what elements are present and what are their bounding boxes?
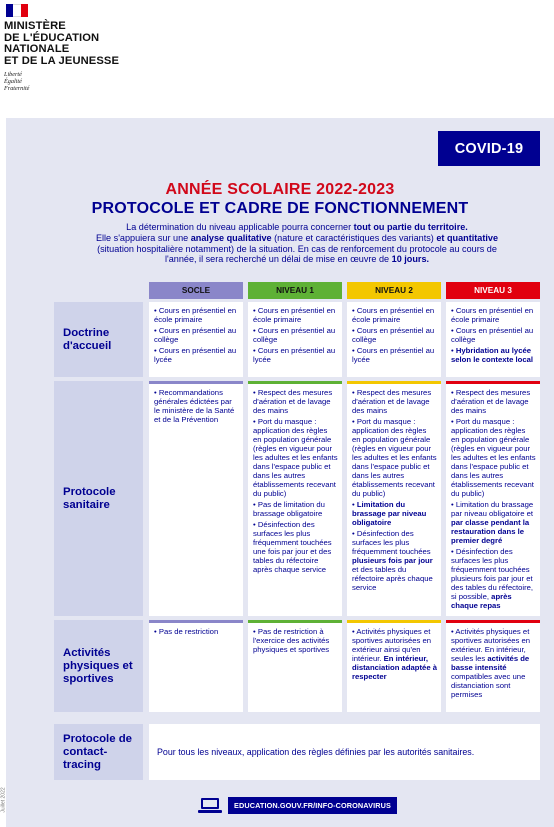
level-bar-niveau-3 (446, 381, 540, 384)
cell-sanitaire-niveau-3: • Respect des mesures d'aération et de lavage des mains • Port du masque : application des règles en population générale (règles en vigueur pour les adultes et les enfants dans l'espace public et dans les autres établissements recevant du public) • Limitation du brassage par niveau obligatoire et par classe pendant la restauration dans le premier degré • Désinfection des surfaces les plus fréquemment touchées plusieurs fois par jour et des tables du réfectoire, si possible, après chaque repas (446, 381, 540, 616)
cell-contact-tracing: Pour tous les niveaux, application des règles définies par les autorités sanitaires. (149, 724, 540, 780)
row-header-sanitaire: Protocole sanitaire (54, 381, 143, 616)
footer (198, 797, 397, 814)
republic-motto: Liberté Égalité Fraternité (4, 71, 30, 92)
level-bar-niveau-2 (347, 620, 441, 623)
ministry-name: MINISTÈRE DE L'ÉDUCATION NATIONALE ET DE LA JEUNESSE (4, 20, 120, 67)
column-header-socle: SOCLE (149, 282, 243, 299)
level-bar-niveau-2 (347, 381, 441, 384)
cell-activites-niveau-2: • Activités physiques et sportives autorisées en extérieur ainsi qu'en intérieur. En intérieur, distanciation adaptée à respecter (347, 620, 441, 712)
level-bar-niveau-3 (446, 620, 540, 623)
column-header-niveau-2: NIVEAU 2 (347, 282, 441, 299)
cell-activites-socle: • Pas de restriction (149, 620, 243, 712)
cell-activites-niveau-1: • Pas de restriction à l'exercice des activités physiques et sportives (248, 620, 342, 712)
page-title-year: ANNÉE SCOLAIRE 2022-2023 (165, 181, 395, 198)
cell-doctrine-niveau-2: • Cours en présentiel en école primaire • Cours en présentiel au collège • Cours en présentiel au lycée (347, 302, 441, 377)
cell-doctrine-niveau-1: • Cours en présentiel en école primaire • Cours en présentiel au collège • Cours en présentiel au lycée (248, 302, 342, 377)
intro-text: La détermination du niveau applicable pourra concerner tout ou partie du territoire. Elle s'appuiera sur une analyse qualitative (nature et caractéristiques des variants) et quantitative (situation hospitalière notamment) de la situation. En cas de renforcement du protocole au cours de l'année, il sera recherché un délai de mise en œuvre de 10 jours. (95, 222, 499, 265)
row-header-doctrine: Doctrine d'accueil (54, 302, 143, 377)
cell-activites-niveau-3: • Activités physiques et sportives autorisées en extérieur. En intérieur, seules les activités de basse intensité compatibles avec une distanciation sont permises (446, 620, 540, 712)
info-coronavirus-link[interactable]: EDUCATION.GOUV.FR/INFO-CORONAVIRUS (228, 797, 397, 814)
cell-sanitaire-niveau-1: • Respect des mesures d'aération et de lavage des mains • Port du masque : application des règles en population générale (règles en vigueur pour les adultes et les enfants dans l'espace public et dans les autres établissements recevant du public) • Pas de limitation du brassage obligatoire • Désinfection des surfaces les plus fréquemment touchées une fois par jour et des tables du réfectoire après chaque service (248, 381, 342, 616)
level-bar-socle (149, 620, 243, 623)
covid-badge: COVID-19 (438, 131, 540, 166)
level-bar-socle (149, 381, 243, 384)
cell-sanitaire-niveau-2: • Respect des mesures d'aération et de lavage des mains • Port du masque : application des règles en population générale (règles en vigueur pour les adultes et les enfants dans l'espace public et dans les autres établissements recevant du public) • Limitation du brassage par niveau obligatoire • Désinfection des surfaces les plus fréquemment touchées plusieurs fois par jour et des tables du réfectoire après chaque service (347, 381, 441, 616)
laptop-icon (198, 798, 222, 814)
marianne-flag-icon (6, 4, 28, 17)
level-bar-niveau-1 (248, 381, 342, 384)
row-header-contact-tracing: Protocole de contact-tracing (54, 724, 143, 780)
page-title-protocol: PROTOCOLE ET CADRE DE FONCTIONNEMENT (91, 200, 469, 217)
level-bar-niveau-1 (248, 620, 342, 623)
ministry-logo (4, 4, 144, 92)
cell-doctrine-socle: • Cours en présentiel en école primaire • Cours en présentiel au collège • Cours en présentiel au lycée (149, 302, 243, 377)
cell-doctrine-niveau-3: • Cours en présentiel en école primaire • Cours en présentiel au collège • Hybridation au lycée selon le contexte local (446, 302, 540, 377)
print-date: Juillet 2022 (0, 787, 7, 813)
cell-sanitaire-socle: • Recommandations générales édictées par le ministère de la Santé et de la Prévention (149, 381, 243, 616)
column-header-niveau-1: NIVEAU 1 (248, 282, 342, 299)
row-header-activites: Activités physiques et sportives (54, 620, 143, 712)
column-header-niveau-3: NIVEAU 3 (446, 282, 540, 299)
